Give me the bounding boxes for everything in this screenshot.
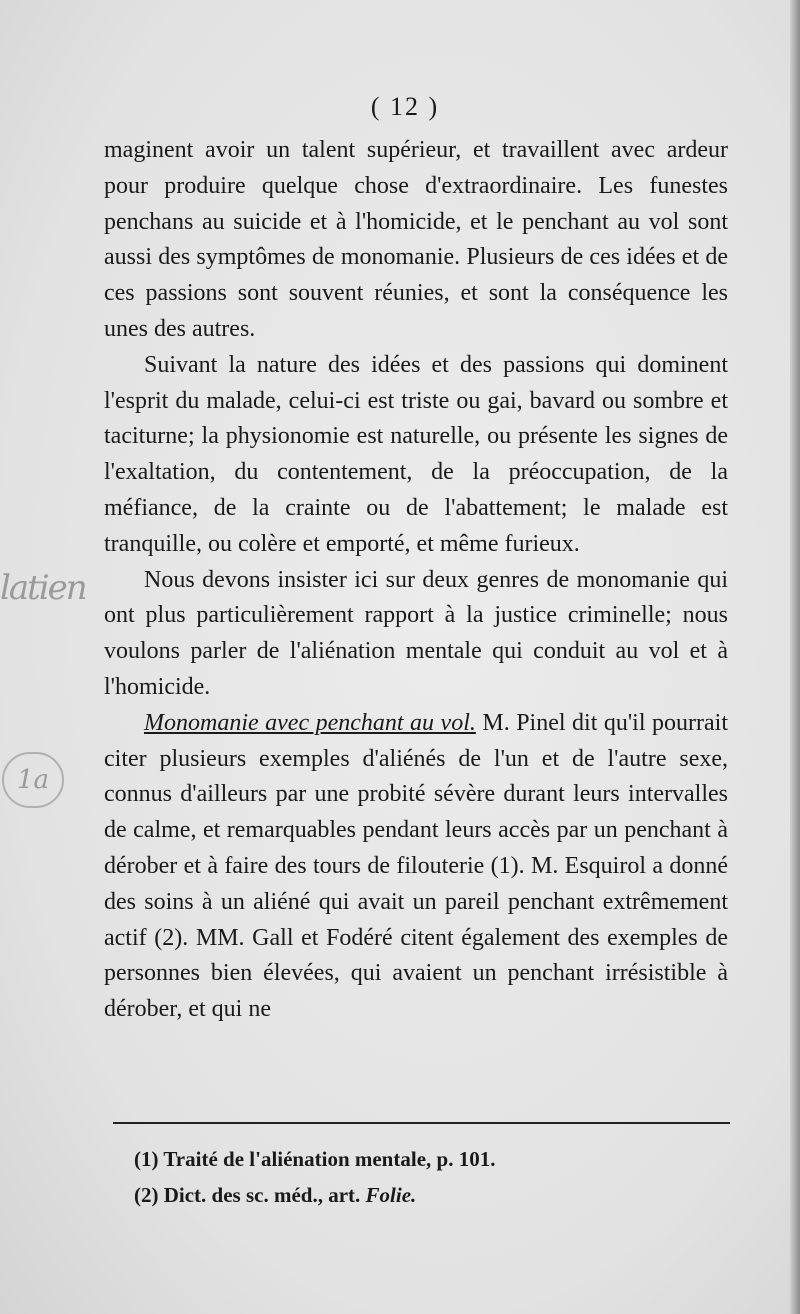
handwritten-margin-note: latien (0, 568, 86, 608)
paragraph-4-text: M. Pinel dit qu'il pourrait citer plusieurs exemples d'aliénés de l'un et de l'autre sexe, connus d'ailleurs par une probité sévère durant leurs intervalles de calme, et remarquables pendant leurs accès par un penchant à dérober et à faire des tours de filouterie (1). M. Esquirol a donné des soins à un aliéné qui avait un pareil penchant extrêmement actif (2). MM. Gall et Fodéré citent également des exemples de personnes bien élevées, qui avaient un penchant irrésistible à dérober, et qui ne (104, 709, 728, 1023)
handwritten-circled-note: 1a (2, 752, 64, 808)
paragraph-3: Nous devons insister ici sur deux genres de monomanie qui ont plus particulièrement rapport à la justice criminelle; nous voulons parler de l'aliénation mentale qui conduit au vol et à l'homicide. (104, 566, 728, 700)
paragraph-2: Suivant la nature des idées et des passions qui dominent l'esprit du malade, celui-ci est triste ou gai, bavard ou sombre et taciturne; la physionomie est naturelle, ou présente les signes de l'exaltation, du contentement, de la préoccupation, de la méfiance, de la crainte ou de l'abattement; le malade est tranquille, ou colère et emporté, et même furieux. (104, 351, 728, 557)
body-text (104, 133, 728, 1028)
footnote-2-italic: Folie. (365, 1183, 417, 1207)
footnote-2 (134, 1177, 734, 1213)
page-number: ( 12 ) (370, 92, 440, 121)
page-edge (790, 0, 800, 1314)
paragraph-4 (104, 706, 728, 1028)
footnote-rule (113, 1122, 730, 1124)
paragraph-1: maginent avoir un talent supérieur, et travaillent avec ardeur pour produire quelque chose d'extraordinaire. Les funestes penchans au suicide et à l'homicide, et le penchant au vol sont aussi des symptômes de monomanie. Plusieurs de ces idées et de ces passions sont souvent réunies, et sont la conséquence les unes des autres. (104, 137, 728, 342)
section-heading: Monomanie avec penchant au vol. (144, 709, 476, 736)
footnote-1: (1) Traité de l'aliénation mentale, p. 101. (134, 1147, 496, 1171)
footnote-2-text: (2) Dict. des sc. méd., art. (134, 1183, 366, 1207)
footnotes (134, 1141, 734, 1213)
